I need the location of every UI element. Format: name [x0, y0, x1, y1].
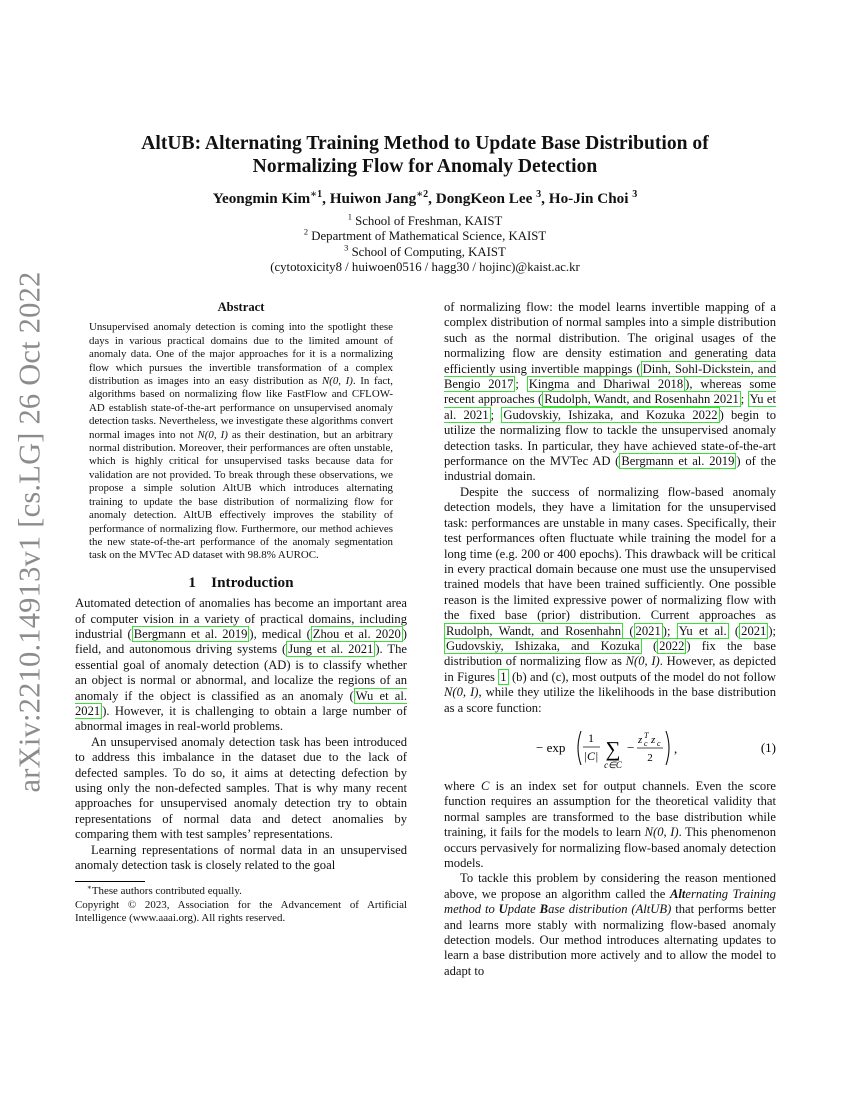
eq-frac-num: 1: [588, 730, 594, 745]
intro-paragraph-3: Learning representations of normal data in an unsupervised anomaly detection task is closely related to the goal: [75, 842, 407, 873]
citation-link[interactable]: Wu et al. 2021: [75, 688, 407, 718]
equation-svg: [444, 723, 776, 773]
affiliation: $^3$ School of Computing, KAIST: [344, 242, 506, 259]
author-mark: 3: [632, 188, 638, 200]
citation-link[interactable]: Yu et al. 2021: [444, 392, 776, 422]
author-name: DongKeon Lee: [435, 190, 533, 207]
abstract-body: Unsupervised anomaly detection is coming into the spotlight these days in various practical domains due to the limited amount of anomaly data. One of the major approaches for it is a normalizing flow which pursues the invertible transformation of a complex distribution as images into an easy distribution as N(0, I). In fact, algorithms based on normalizing flow like FastFlow and CFLOW-AD establish state-of-the-art performance on unsupervised anomaly detection tasks. Nevertheless, we investigate these algorithms convert normal images into not N(0, I) as their destination, but an arbitrary normal distribution. Moreover, their performances are often unstable, which is highly critical for unsupervised tasks because data for validation are not provided. To break through these observations, we propose a simple solution AltUB which introduces alternating training to update the base distribution of normalizing flow for anomaly detection. AltUB effectively improves the stability of performance of normalizing flow. Furthermore, our method achieves the new state-of-the-art performance of the anomaly segmentation task on the MVTec AD dataset with 98.8% AUROC.: [89, 321, 393, 562]
citation-link[interactable]: Jung et al. 2021: [288, 642, 374, 657]
citation-link[interactable]: Bergmann et al. 2019: [133, 626, 248, 641]
eq-sum-sub: c∈C: [604, 759, 622, 770]
affiliation: $^1$ School of Freshman, KAIST: [347, 211, 503, 228]
citation-link[interactable]: Gudovskiy, Ishizaka, and Kozuka 2022: [503, 407, 718, 422]
citation-link[interactable]: Bergmann et al. 2019: [621, 454, 735, 469]
body-paragraph-4: To tackle this problem by considering the reason mentioned above, we propose an algorithm called the Alternating Training method to Update Base distribution (AltUB) that performs better and learns more stably with normalizing flow-based anomaly detection models. Our method introduces alternating updates to learn a base distribution more actively and to allow the model to adapt to: [444, 871, 776, 978]
eq-number: (1): [760, 739, 776, 755]
title-line-2: Normalizing Flow for Anomaly Detection: [252, 156, 598, 177]
eq-frac-den: |C|: [583, 748, 599, 763]
affiliation: $^2$ Department of Mathematical Science, KAIST: [303, 227, 547, 244]
author-name: Ho-Jin Choi: [548, 190, 629, 207]
figure-link[interactable]: 1: [500, 669, 507, 684]
right-column: [444, 300, 776, 979]
math-inline: N(0, I): [444, 685, 479, 700]
citation-year-link[interactable]: 2022: [659, 638, 685, 653]
citation-link[interactable]: Zhou et al. 2020: [312, 626, 401, 641]
citation-link[interactable]: Gudovskiy, Ishizaka, and Kozuka: [446, 638, 640, 653]
eq-right-paren: [666, 731, 669, 765]
eq-neg-exp: − exp: [536, 739, 566, 755]
citation-link[interactable]: Rudolph, Wandt, and Rosenhahn 2021: [544, 392, 739, 407]
math-inline: C: [481, 778, 490, 793]
eq-sum-sign: ∑: [605, 736, 621, 761]
eq-sub-c2: c: [657, 738, 661, 748]
intro-paragraph-1: Automated detection of anomalies has become an important area of computer vision in a variety of practical domains, including industrial ( Bergmann et al. 2019 ), medical ( Zhou et al. 2020 ) field, and autonomous driving systems ( Jung et al. 2021 ). The essential goal of anomaly detection (AD) is to classify whether an object is normal or abnormal, and localize the regions of an anomaly if the object is classified as an anomaly ( Wu et al. 2021 ). However, it is challenging to obtain a large number of abnormal images in real-world problems.: [75, 596, 407, 734]
author-emails: (cytotoxicity8 / huiwoen0516 / hagg30 / hojinc)@kaist.ac.kr: [270, 260, 580, 275]
citation-year-link[interactable]: 2021: [635, 623, 661, 638]
eq-minus: −: [627, 739, 635, 755]
eq-z2: z: [651, 733, 656, 746]
author-mark: 3: [536, 188, 542, 200]
equation-1: [444, 723, 776, 773]
eq-sup-T: T: [644, 730, 649, 740]
footnote-rule: [75, 881, 145, 882]
citation-link[interactable]: Kingma and Dhariwal 2018: [528, 377, 684, 392]
math-inline: N(0, I): [197, 428, 228, 441]
author-mark: ∗1: [310, 188, 323, 200]
paper-title: [100, 132, 750, 178]
footnote-copyright: Copyright © 2023, Association for the Advancement of Artificial Intelligence (www.aaai.org). All rights reserved.: [75, 898, 407, 924]
eq-left-paren: [578, 731, 581, 765]
author-mark: ∗2: [416, 188, 429, 200]
citation-year-link[interactable]: 2021: [741, 623, 767, 638]
footnotes: [75, 881, 407, 925]
author-name: Huiwon Jang: [329, 190, 417, 207]
author-name: Yeongmin Kim: [212, 190, 311, 207]
title-line-1: AltUB: Alternating Training Method to Update Base Distribution of: [141, 133, 709, 154]
math-inline: N(0, I): [644, 825, 679, 840]
body-paragraph-2: Despite the success of normalizing flow-based anomaly detection models, they have a limitation for the unsupervised task: performances are unstable in many cases. Specifically, their test performances often fluctuate while training the model for a long time (e.g. 200 or 400 epochs). This drawback will be critical in every practical domain because one must use the unsupervised trained models that have been trained sufficiently. One possible reason is the limited expressive power of normalizing flow with the fixed base (prior) distribution. Current approaches as Rudolph, Wandt, and Rosenhahn ( 2021 ); Yu et al. ( 2021 ); Gudovskiy, Ishizaka, and Kozuka ( 2022 ) fix the base distribution of normalizing flow as N(0, I). However, as depicted in Figures 1 (b) and (c), most outputs of the model do not follow N(0, I), while they utilize the likelihoods in the base distribution as a score function:: [444, 484, 777, 715]
math-inline: N(0, I): [321, 375, 353, 388]
math-inline: N(0, I): [625, 654, 660, 669]
citation-link[interactable]: Yu et al.: [678, 623, 727, 638]
affiliations: [100, 211, 750, 276]
body-paragraph-3: where C is an index set for output channels. Even the score function requires an assumption for the theoretical validity that normal samples are transformed to the base distribution while training, it fails for the models to learn N(0, I). This phenomenon occurs pervasively for normalizing flow-based anomaly detection models.: [444, 778, 776, 870]
abstract-heading: Abstract: [217, 300, 265, 314]
eq-inner-den: 2: [647, 751, 653, 764]
citation-link[interactable]: Rudolph, Wandt, and Rosenhahn: [446, 623, 622, 638]
arxiv-id: arXiv:2210.14913v1 [cs.LG] 26 Oct 2022: [12, 271, 47, 793]
eq-z1: z: [638, 733, 643, 746]
citation-link[interactable]: Dinh, Sohl-Dickstein, and Bengio 2017: [444, 361, 776, 392]
intro-paragraph-2: An unsupervised anomaly detection task has been introduced to address this imbalance in the dataset due to the lack of defected samples. To do so, it aims at detecting defection by using only the non-defected samples. That is why many recent approaches for unsupervised anomaly detection try to obtain representations of normal data and detect anomalies by comparing them with test samples’ representations.: [75, 734, 407, 842]
left-column: [75, 300, 407, 925]
footnote-equal-contribution: ∗These authors contributed equally.: [87, 883, 242, 898]
arxiv-margin-stamp: [10, 271, 50, 793]
section-heading-introduction: 1 Introduction: [188, 573, 294, 591]
eq-comma: ,: [674, 740, 678, 756]
body-paragraph-1: of normalizing flow: the model learns invertible mapping of a complex distribution of normal samples into a simple distribution such as the normal distribution. The original usages of the normalizing flow are density estimation and generating data efficiently using invertible mappings ( Dinh, Sohl-Dickstein, and Bengio 2017 ; Kingma and Dhariwal 2018 ), whereas some recent approaches ( Rudolph, Wandt, and Rosenhahn 2021 ; Yu et al. 2021 ; Gudovskiy, Ishizaka, and Kozuka 2022 ) begin to utilize the normalizing flow to tackle the unsupervised anomaly detection tasks. In particular, they have achieved state-of-the-art performance on the MVTec AD ( Bergmann et al. 2019 ) of the industrial domain.: [444, 300, 777, 484]
eq-sub-c1: c: [644, 738, 648, 748]
author-list: Yeongmin Kim$^{∗1}$, Huiwon Jang$^{∗2}$, DongKeon Lee $^3$, Ho-Jin Choi $^3$: [212, 188, 638, 207]
